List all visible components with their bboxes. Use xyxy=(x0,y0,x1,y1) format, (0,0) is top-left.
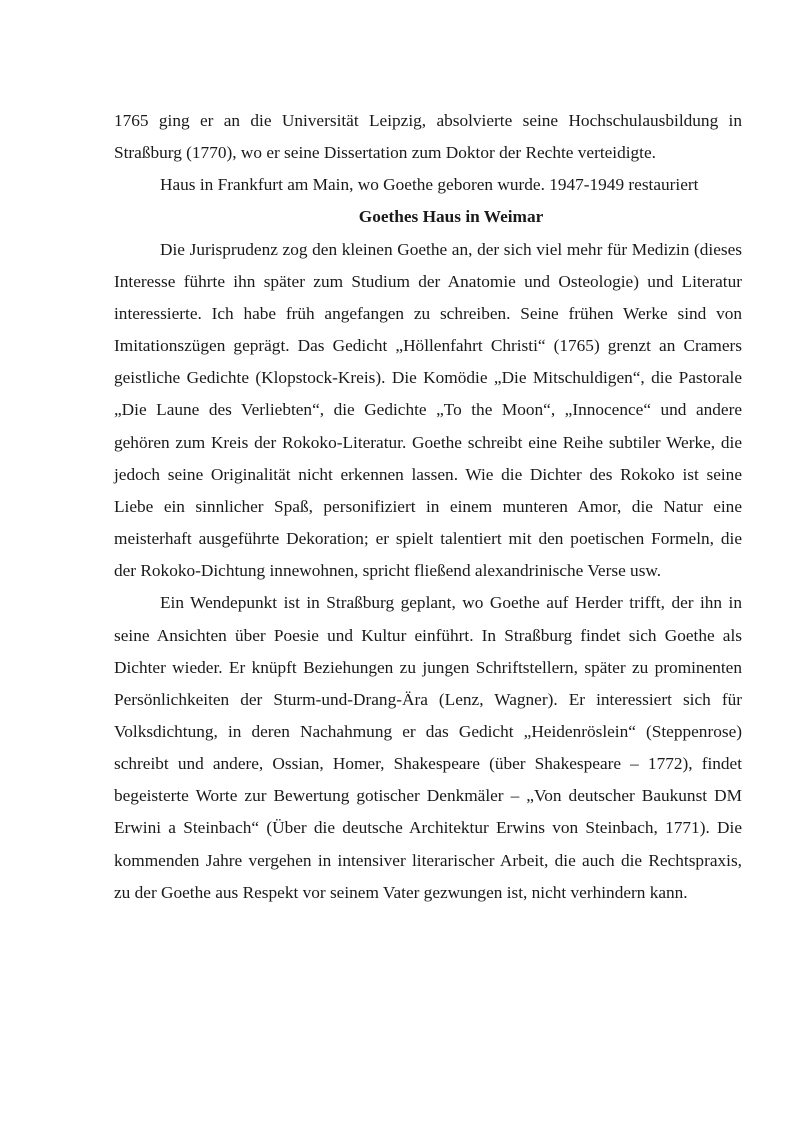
paragraph-leipzig-strassburg: 1765 ging er an die Universität Leipzig, absolvierte seine Hochschulausbildung in Straßburg (1770), wo er seine Dissertation zum Doktor der Rechte verteidigte. xyxy=(114,111,742,163)
document-page xyxy=(114,105,742,909)
paragraph-wendepunkt: Ein Wendepunkt ist in Straßburg geplant, wo Goethe auf Herder trifft, der ihn in seine Ansichten über Poesie und Kultur einführt. In Straßburg findet sich Goethe als Dichter wieder. Er knüpft Beziehungen zu jungen Schriftstellern, später zu prominenten Persönlichkeiten der Sturm-und-Drang-Ära (Lenz, Wagner). Er interessiert sich für Volksdichtung, in deren Nachahmung er das Gedicht „Heidenröslein“ (Steppenrose) schreibt und andere, Ossian, Homer, Shakespeare (über Shakespeare – 1772), findet begeisterte Worte zur Bewertung gotischer Denkmäler – „Von deutscher Baukunst DM Erwini a Steinbach“ (Über die deutsche Architektur Erwins von Steinbach, 1771). Die kommenden Jahre vergehen in intensiver literarischer Arbeit, die auch die Rechtspraxis, zu der Goethe aus Respekt vor seinem Vater gezwungen ist, nicht verhindern kann. xyxy=(114,593,742,902)
paragraph-jurisprudenz: Die Jurisprudenz zog den kleinen Goethe an, der sich viel mehr für Medizin (dieses Interesse führte ihn später zum Studium der Anatomie und Osteologie) und Literatur interessierte. Ich habe früh angefangen zu schreiben. Seine frühen Werke sind von Imitationszügen geprägt. Das Gedicht „Höllenfahrt Christi“ (1765) grenzt an Cramers geistliche Gedichte (Klopstock-Kreis). Die Komödie „Die Mitschuldigen“, die Pastorale „Die Laune des Verliebten“, die Gedichte „To the Moon“, „Innocence“ und andere gehören zum Kreis der Rokoko-Literatur. Goethe schreibt eine Reihe subtiler Werke, die jedoch seine Originalität nicht erkennen lassen. Wie die Dichter des Rokoko ist seine Liebe ein sinnlicher Spaß, personifiziert in einem munteren Amor, die Natur eine meisterhaft ausgeführte Dekoration; er spielt talentiert mit den poetischen Formeln, die der Rokoko-Dichtung innewohnen, spricht fließend alexandrinische Verse usw. xyxy=(114,239,742,581)
section-heading: Goethes Haus in Weimar xyxy=(358,207,544,227)
image-caption-frankfurt-house: Haus in Frankfurt am Main, wo Goethe geboren wurde. 1947-1949 restauriert xyxy=(160,175,699,195)
